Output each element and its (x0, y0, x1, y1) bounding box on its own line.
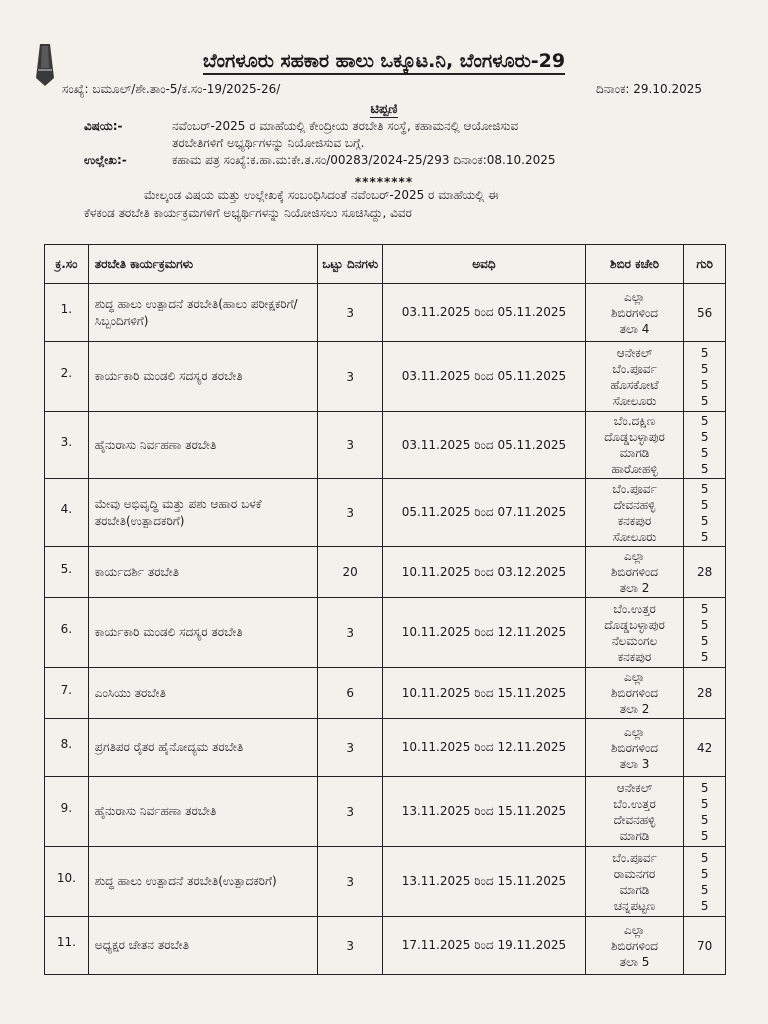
camp-line: ಆನೇಕಲ್ (616, 345, 653, 360)
cell-camp (585, 342, 684, 412)
target-line: 5 (700, 393, 709, 408)
camp-line: ಬೆಂ.ಪೂರ್ವ (612, 361, 657, 376)
cell-camp (585, 479, 684, 547)
camp-line: ಎಲ್ಲಾ (623, 670, 646, 684)
cell-target (684, 479, 726, 547)
separator-stars: ******** (354, 175, 414, 189)
document-title: ಬೆಂಗಳೂರು ಸಹಕಾರ ಹಾಲು ಒಕ್ಕೂಟ.ನಿ, ಬೆಂಗಳೂರು-29 (0, 50, 768, 72)
cell-target (684, 668, 726, 719)
camp-line: ಶಿಬಿರಗಳಿಂದ (610, 565, 659, 579)
camp-line: ಮಾಗಡಿ (619, 828, 650, 843)
camp-line: ಎಲ್ಲಾ (623, 549, 646, 563)
camp-line: ಮಾಗಡಿ (619, 446, 650, 460)
cell-days: 20 (318, 547, 383, 598)
camp-line: ದೊಡ್ಡಬಳ್ಳಾಪುರ (604, 430, 665, 444)
cell-days: 6 (318, 668, 383, 719)
target-line: 5 (700, 780, 709, 795)
cell-target (684, 917, 726, 975)
subject-label: ವಿಷಯ:- (84, 119, 123, 133)
header-camp: ಶಿಬಿರ ಕಚೇರಿ (585, 245, 684, 284)
target-line: 5 (700, 882, 709, 897)
cell-sl: 10. (45, 847, 89, 917)
camp-line: ರಾಮನಗರ (613, 866, 656, 881)
cell-camp (585, 412, 684, 479)
header-period: ಅವಧಿ (383, 245, 585, 284)
camp-line: ಚನ್ನಪಟ್ಟಣ (613, 898, 656, 913)
document-date: ದಿನಾಂಕ: 29.10.2025 (596, 82, 702, 96)
cell-target (684, 342, 726, 412)
cell-sl: 1. (45, 284, 89, 342)
cell-camp (585, 668, 684, 719)
table-row (45, 719, 726, 777)
camp-line: ಶಿಬಿರಗಳಿಂದ (610, 938, 659, 953)
table-row (45, 917, 726, 975)
camp-line: ಶಿಬಿರಗಳಿಂದ (610, 305, 659, 320)
target-line: 5 (700, 345, 709, 360)
reference-number: ಸಂಖ್ಯೆ: ಬಮೂಲ್/ಶೇ.ತಾಂ-5/ಕ.ಸಂ-19/2025-26/ (62, 82, 281, 96)
target-line: 5 (700, 649, 709, 664)
table-body (45, 284, 726, 975)
target-line: 5 (700, 633, 709, 648)
table-header-row (45, 245, 726, 284)
intro-line-2: ಕೆಳಕಂಡ ತರಬೇತಿ ಕಾರ್ಯಕ್ರಮಗಳಿಗೆ ಅಭ್ಯರ್ಥಿಗಳನ್ನು ನಿಯೋಜಿಸಲು ಸೂಚಿಸಿದ್ದು, ವಿವರ (84, 206, 412, 220)
camp-line: ಎಲ್ಲಾ (623, 289, 646, 304)
target-line: 5 (700, 617, 709, 632)
target-line: 5 (700, 828, 709, 843)
cell-sl: 3. (45, 412, 89, 479)
cell-sl: 9. (45, 777, 89, 847)
target-line: 5 (700, 850, 709, 865)
cell-program: ಶುದ್ಧ ಹಾಲು ಉತ್ಪಾದನೆ ತರಬೇತಿ(ಹಾಲು ಪರೀಕ್ಷಕರಿಗೆ/ಸಿಬ್ಬಂದಿಗಳಿಗೆ) (88, 284, 317, 342)
cell-program: ಕಾರ್ಯಕಾರಿ ಮಂಡಲಿ ಸದಸ್ಯರ ತರಬೇತಿ (88, 598, 317, 668)
cell-program: ಹೈನುರಾಸು ನಿರ್ವಹಣಾ ತರಬೇತಿ (88, 412, 317, 479)
target-line: 5 (700, 462, 709, 476)
camp-line: ಬೆಂ.ಪೂರ್ವ (612, 481, 657, 496)
cell-days: 3 (318, 777, 383, 847)
camp-line: ಹಾರೋಹಳ್ಳಿ (611, 462, 658, 476)
cell-target (684, 598, 726, 668)
cell-sl: 7. (45, 668, 89, 719)
target-line: 5 (700, 812, 709, 827)
header-sl: ಕ್ರ.ಸಂ (45, 245, 89, 284)
cell-sl: 4. (45, 479, 89, 547)
training-table (44, 244, 726, 975)
camp-line: ತಲಾ 5 (619, 954, 650, 969)
camp-line: ಶಿಬಿರಗಳಿಂದ (610, 740, 659, 755)
subject-block (84, 118, 724, 152)
camp-line: ನೆಲಮಂಗಲ (611, 633, 658, 648)
camp-line: ಬೆಂ.ದಕ್ಷಿಣ (613, 414, 656, 428)
cell-camp (585, 284, 684, 342)
cell-camp (585, 719, 684, 777)
target-line: 5 (700, 361, 709, 376)
cell-camp (585, 847, 684, 917)
cell-period: 10.11.2025 ರಿಂದ 15.11.2025 (383, 668, 585, 719)
camp-line: ಮಾಗಡಿ (619, 882, 650, 897)
cell-days: 3 (318, 917, 383, 975)
camp-line: ಶಿಬಿರಗಳಿಂದ (610, 686, 659, 700)
cell-days: 3 (318, 598, 383, 668)
table-row (45, 847, 726, 917)
cell-program: ಎಂಸಿಯು ತರಬೇತಿ (88, 668, 317, 719)
cell-days: 3 (318, 479, 383, 547)
target-line: 5 (700, 601, 709, 616)
intro-paragraph (84, 186, 724, 222)
target-line: 5 (700, 866, 709, 881)
cell-period: 17.11.2025 ರಿಂದ 19.11.2025 (383, 917, 585, 975)
cell-camp (585, 598, 684, 668)
cell-days: 3 (318, 342, 383, 412)
cell-period: 10.11.2025 ರಿಂದ 12.11.2025 (383, 719, 585, 777)
cell-program: ಕಾರ್ಯಕಾರಿ ಮಂಡಲಿ ಸದಸ್ಯರ ತರಬೇತಿ (88, 342, 317, 412)
target-line: 5 (700, 796, 709, 811)
table-row (45, 479, 726, 547)
cell-days: 3 (318, 847, 383, 917)
cell-days: 3 (318, 412, 383, 479)
cell-period: 13.11.2025 ರಿಂದ 15.11.2025 (383, 777, 585, 847)
camp-line: ಕನಕಪುರ (617, 649, 652, 664)
table-row (45, 342, 726, 412)
cell-target (684, 284, 726, 342)
target-line: 28 (697, 565, 713, 579)
cell-period: 03.11.2025 ರಿಂದ 05.11.2025 (383, 412, 585, 479)
target-line: 5 (700, 513, 709, 528)
target-line: 5 (700, 529, 709, 544)
table-row (45, 412, 726, 479)
camp-line: ಕನಕಪುರ (617, 513, 652, 528)
subject-line-1: ನವೆಂಬರ್-2025 ರ ಮಾಹೆಯಲ್ಲಿ ಕೇಂದ್ರೀಯ ತರಬೇತಿ ಸಂಸ್ಥೆ, ಕಹಾಮನಲ್ಲಿ ಆಯೋಜಿಸುವ (172, 119, 519, 133)
cell-program: ಅಧ್ಯಕ್ಷರ ಚೇತನ ತರಬೇತಿ (88, 917, 317, 975)
cell-sl: 6. (45, 598, 89, 668)
target-line: 5 (700, 481, 709, 496)
camp-line: ಎಲ್ಲಾ (623, 724, 646, 739)
camp-line: ದೇವನಹಳ್ಳಿ (613, 812, 656, 827)
cell-program: ಶುದ್ಧ ಹಾಲು ಉತ್ಪಾದನೆ ತರಬೇತಿ(ಉತ್ಪಾದಕರಿಗೆ) (88, 847, 317, 917)
camp-line: ತಲಾ 3 (619, 756, 650, 771)
cell-program: ಕಾರ್ಯದರ್ಶಿ ತರಬೇತಿ (88, 547, 317, 598)
cell-camp (585, 777, 684, 847)
table-row (45, 547, 726, 598)
target-line: 5 (700, 446, 709, 460)
header-days: ಒಟ್ಟು ದಿನಗಳು (318, 245, 383, 284)
header-target: ಗುರಿ (684, 245, 726, 284)
reference-line (62, 82, 702, 97)
camp-line: ಬೆಂ.ಉತ್ತರ (613, 601, 656, 616)
cell-target (684, 777, 726, 847)
cell-program: ಮೇವು ಅಭಿವೃದ್ಧಿ ಮತ್ತು ಪಶು ಆಹಾರ ಬಳಕೆ ತರಬೇತಿ(ಉತ್ಪಾದಕರಿಗೆ) (88, 479, 317, 547)
cell-days: 3 (318, 284, 383, 342)
table-row (45, 668, 726, 719)
target-line: 5 (700, 430, 709, 444)
target-line: 5 (700, 414, 709, 428)
table-row (45, 284, 726, 342)
camp-line: ತಲಾ 2 (619, 702, 650, 716)
table-row (45, 777, 726, 847)
cell-camp (585, 547, 684, 598)
cell-target (684, 719, 726, 777)
target-line: 5 (700, 898, 709, 913)
camp-line: ಸೋಲೂರು (612, 393, 657, 408)
target-line: 56 (697, 305, 713, 320)
camp-line: ಬೆಂ.ಪೂರ್ವ (612, 850, 657, 865)
cell-days: 3 (318, 719, 383, 777)
cell-target (684, 547, 726, 598)
cell-period: 03.11.2025 ರಿಂದ 05.11.2025 (383, 284, 585, 342)
target-line: 5 (700, 497, 709, 512)
camp-line: ಎಲ್ಲಾ (623, 922, 646, 937)
cell-program: ಹೈನುರಾಸು ನಿರ್ವಹಣಾ ತರಬೇತಿ (88, 777, 317, 847)
cell-period: 13.11.2025 ರಿಂದ 15.11.2025 (383, 847, 585, 917)
cell-target (684, 412, 726, 479)
cell-period: 03.11.2025 ರಿಂದ 05.11.2025 (383, 342, 585, 412)
cell-camp (585, 917, 684, 975)
cell-period: 10.11.2025 ರಿಂದ 12.11.2025 (383, 598, 585, 668)
cell-program: ಪ್ರಗತಿಪರ ರೈತರ ಹೈನೋದ್ಯಮ ತರಬೇತಿ (88, 719, 317, 777)
cell-sl: 2. (45, 342, 89, 412)
camp-line: ಆನೇಕಲ್ (616, 780, 653, 795)
cell-sl: 5. (45, 547, 89, 598)
camp-line: ದೇವನಹಳ್ಳಿ (613, 497, 656, 512)
header-program: ತರಬೇತಿ ಕಾರ್ಯಕ್ರಮಗಳು (88, 245, 317, 284)
cell-sl: 11. (45, 917, 89, 975)
target-line: 42 (697, 740, 713, 755)
camp-line: ಹೊಸಕೋಟೆ (610, 377, 659, 392)
cell-target (684, 847, 726, 917)
target-line: 5 (700, 377, 709, 392)
camp-line: ಬೆಂ.ಉತ್ತರ (613, 796, 656, 811)
reference-label: ಉಲ್ಲೇಖ:- (84, 153, 127, 167)
table-row (45, 598, 726, 668)
note-title: ಟಿಪ್ಪಣಿ (370, 102, 398, 117)
target-line: 70 (697, 938, 713, 953)
camp-line: ದೊಡ್ಡಬಳ್ಳಾಪುರ (604, 617, 665, 632)
cell-period: 10.11.2025 ರಿಂದ 03.12.2025 (383, 547, 585, 598)
camp-line: ತಲಾ 4 (619, 321, 650, 336)
target-line: 28 (697, 686, 713, 700)
reference-text: ಕಹಾಮ ಪತ್ರ ಸಂಖ್ಯೆ:ಕ.ಹಾ.ಮ:ಕೇ.ತ.ಸಂ/00283/2024-25/293 ದಿನಾಂಕ:08.10.2025 (172, 153, 556, 167)
subject-line-2: ತರಬೇತಿಗಳಿಗೆ ಅಭ್ಯರ್ಥಿಗಳನ್ನು ನಿಯೋಜಿಸುವ ಬಗ್ಗೆ. (172, 136, 365, 150)
intro-line-1: ಮೇಲ್ಕಂಡ ವಿಷಯ ಮತ್ತು ಉಲ್ಲೇಖಕ್ಕೆ ಸಂಬಂಧಿಸಿದಂತೆ ನವೆಂಬರ್-2025 ರ ಮಾಹೆಯಲ್ಲಿ ಈ (144, 188, 499, 202)
cell-period: 05.11.2025 ರಿಂದ 07.11.2025 (383, 479, 585, 547)
camp-line: ತಲಾ 2 (619, 581, 650, 595)
reference-block (84, 152, 724, 169)
cell-sl: 8. (45, 719, 89, 777)
camp-line: ಸೋಲೂರು (612, 529, 657, 544)
